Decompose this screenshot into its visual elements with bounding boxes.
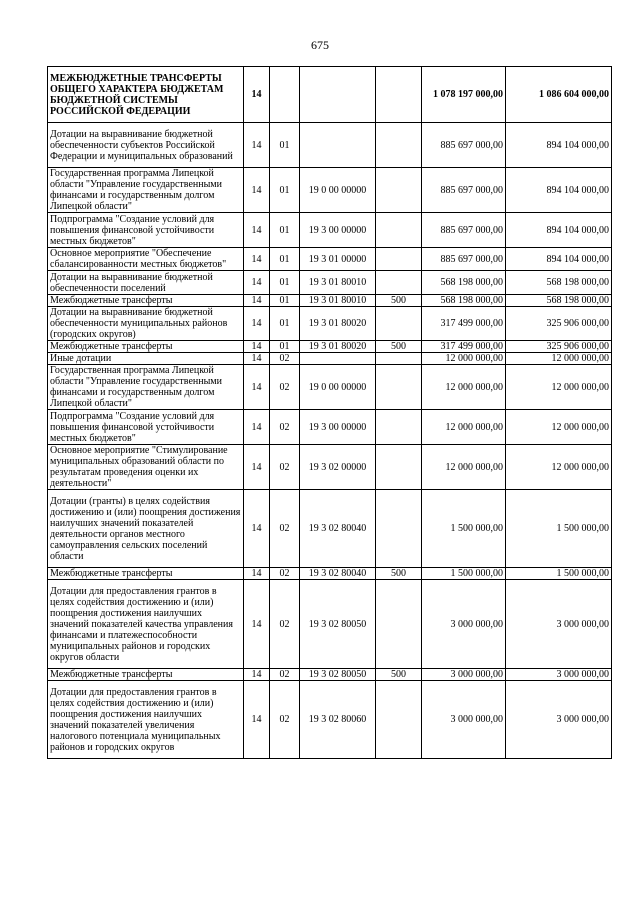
row-name: Межбюджетные трансферты — [48, 669, 244, 681]
row-amount-year1: 12 000 000,00 — [422, 365, 506, 410]
row-target-article: 19 3 01 00000 — [300, 248, 376, 271]
row-amount-year2: 894 104 000,00 — [506, 248, 612, 271]
row-name: Дотации для предоставления грантов в целях содействия достижению и (или) поощрения достижения наилучших значений показателей увеличения налогового потенциала муниципальных районов и городских округов — [48, 681, 244, 759]
row-name: МЕЖБЮДЖЕТНЫЕ ТРАНСФЕРТЫ ОБЩЕГО ХАРАКТЕРА БЮДЖЕТАМ БЮДЖЕТНОЙ СИСТЕМЫ РОССИЙСКОЙ ФЕДЕРАЦИИ — [48, 67, 244, 123]
row-name: Дотации для предоставления грантов в целях содействия достижению и (или) поощрения достижения наилучших значений показателей качества управления финансами и платежеспособности муниципальных районов и городских округов области — [48, 580, 244, 669]
row-expense-type — [376, 67, 422, 123]
row-section: 14 — [244, 248, 270, 271]
row-expense-type — [376, 365, 422, 410]
row-section: 14 — [244, 410, 270, 445]
row-target-article — [300, 353, 376, 365]
table-row — [48, 681, 612, 759]
row-section: 14 — [244, 669, 270, 681]
table-row — [48, 410, 612, 445]
row-name: Межбюджетные трансферты — [48, 295, 244, 307]
row-section: 14 — [244, 341, 270, 353]
row-target-article: 19 3 01 80020 — [300, 341, 376, 353]
row-section: 14 — [244, 168, 270, 213]
row-target-article: 19 3 02 00000 — [300, 445, 376, 490]
row-section: 14 — [244, 271, 270, 295]
row-amount-year1: 12 000 000,00 — [422, 410, 506, 445]
row-name: Подпрограмма "Создание условий для повышения финансовой устойчивости местных бюджетов" — [48, 213, 244, 248]
row-section: 14 — [244, 365, 270, 410]
row-amount-year1: 1 078 197 000,00 — [422, 67, 506, 123]
row-section: 14 — [244, 123, 270, 168]
row-target-article: 19 0 00 00000 — [300, 365, 376, 410]
row-subsection: 02 — [270, 410, 300, 445]
row-section: 14 — [244, 580, 270, 669]
row-subsection: 02 — [270, 445, 300, 490]
table-row — [48, 353, 612, 365]
row-section: 14 — [244, 445, 270, 490]
row-target-article: 19 3 02 80050 — [300, 580, 376, 669]
row-expense-type — [376, 168, 422, 213]
row-amount-year2: 1 500 000,00 — [506, 490, 612, 568]
row-amount-year1: 568 198 000,00 — [422, 295, 506, 307]
row-amount-year2: 325 906 000,00 — [506, 341, 612, 353]
row-amount-year2: 3 000 000,00 — [506, 681, 612, 759]
row-subsection: 01 — [270, 248, 300, 271]
row-expense-type — [376, 248, 422, 271]
row-expense-type: 500 — [376, 568, 422, 580]
row-amount-year2: 12 000 000,00 — [506, 365, 612, 410]
row-expense-type — [376, 271, 422, 295]
row-amount-year1: 3 000 000,00 — [422, 681, 506, 759]
table-row — [48, 341, 612, 353]
row-expense-type — [376, 123, 422, 168]
row-subsection — [270, 67, 300, 123]
row-expense-type — [376, 353, 422, 365]
row-expense-type — [376, 490, 422, 568]
row-amount-year2: 1 086 604 000,00 — [506, 67, 612, 123]
budget-table-body — [48, 67, 612, 759]
row-subsection: 02 — [270, 681, 300, 759]
row-name: Дотации на выравнивание бюджетной обеспеченности муниципальных районов (городских округов) — [48, 307, 244, 341]
row-subsection: 02 — [270, 580, 300, 669]
row-amount-year1: 317 499 000,00 — [422, 341, 506, 353]
table-row — [48, 568, 612, 580]
row-amount-year2: 12 000 000,00 — [506, 445, 612, 490]
page-number: 675 — [311, 38, 329, 52]
row-section: 14 — [244, 307, 270, 341]
row-section: 14 — [244, 295, 270, 307]
row-section: 14 — [244, 568, 270, 580]
row-target-article: 19 3 01 80010 — [300, 271, 376, 295]
table-row — [48, 295, 612, 307]
row-amount-year2: 12 000 000,00 — [506, 353, 612, 365]
table-row — [48, 213, 612, 248]
row-target-article: 19 3 00 00000 — [300, 213, 376, 248]
row-subsection: 01 — [270, 295, 300, 307]
row-expense-type — [376, 307, 422, 341]
row-subsection: 02 — [270, 490, 300, 568]
row-amount-year2: 325 906 000,00 — [506, 307, 612, 341]
row-subsection: 02 — [270, 353, 300, 365]
table-row — [48, 168, 612, 213]
row-subsection: 01 — [270, 271, 300, 295]
row-name: Дотации на выравнивание бюджетной обеспеченности субъектов Российской Федерации и муниципальных образований — [48, 123, 244, 168]
row-name: Дотации (гранты) в целях содействия достижению и (или) поощрения достижения наилучших значений показателей деятельности органов местного самоуправления сельских поселений области — [48, 490, 244, 568]
row-target-article: 19 3 01 80010 — [300, 295, 376, 307]
row-section: 14 — [244, 490, 270, 568]
row-amount-year1: 1 500 000,00 — [422, 568, 506, 580]
row-amount-year1: 1 500 000,00 — [422, 490, 506, 568]
table-row — [48, 669, 612, 681]
row-expense-type — [376, 445, 422, 490]
row-target-article: 19 3 00 00000 — [300, 410, 376, 445]
row-amount-year2: 894 104 000,00 — [506, 213, 612, 248]
row-section: 14 — [244, 213, 270, 248]
row-target-article: 19 3 02 80050 — [300, 669, 376, 681]
row-subsection: 01 — [270, 168, 300, 213]
row-expense-type — [376, 580, 422, 669]
row-name: Иные дотации — [48, 353, 244, 365]
table-row — [48, 580, 612, 669]
row-amount-year1: 3 000 000,00 — [422, 669, 506, 681]
table-row — [48, 67, 612, 123]
row-expense-type: 500 — [376, 295, 422, 307]
budget-table — [47, 66, 612, 759]
row-target-article: 19 3 02 80040 — [300, 490, 376, 568]
row-amount-year1: 3 000 000,00 — [422, 580, 506, 669]
row-amount-year2: 12 000 000,00 — [506, 410, 612, 445]
row-expense-type — [376, 681, 422, 759]
row-subsection: 02 — [270, 669, 300, 681]
table-row — [48, 248, 612, 271]
row-name: Основное мероприятие "Стимулирование муниципальных образований области по результатам проведения оценки их деятельности" — [48, 445, 244, 490]
row-amount-year2: 3 000 000,00 — [506, 580, 612, 669]
row-target-article — [300, 123, 376, 168]
row-subsection: 01 — [270, 213, 300, 248]
row-target-article: 19 3 01 80020 — [300, 307, 376, 341]
row-amount-year2: 1 500 000,00 — [506, 568, 612, 580]
row-amount-year2: 568 198 000,00 — [506, 295, 612, 307]
table-row — [48, 365, 612, 410]
row-amount-year2: 3 000 000,00 — [506, 669, 612, 681]
row-section: 14 — [244, 67, 270, 123]
row-name: Дотации на выравнивание бюджетной обеспеченности поселений — [48, 271, 244, 295]
table-row — [48, 490, 612, 568]
row-target-article: 19 3 02 80040 — [300, 568, 376, 580]
row-name: Межбюджетные трансферты — [48, 341, 244, 353]
table-row — [48, 271, 612, 295]
row-name: Государственная программа Липецкой области "Управление государственными финансами и государственным долгом Липецкой области" — [48, 168, 244, 213]
row-target-article: 19 3 02 80060 — [300, 681, 376, 759]
row-expense-type — [376, 410, 422, 445]
table-row — [48, 445, 612, 490]
row-expense-type — [376, 213, 422, 248]
row-amount-year1: 12 000 000,00 — [422, 445, 506, 490]
row-name: Подпрограмма "Создание условий для повышения финансовой устойчивости местных бюджетов" — [48, 410, 244, 445]
row-subsection: 02 — [270, 365, 300, 410]
row-name: Основное мероприятие "Обеспечение сбалансированности местных бюджетов" — [48, 248, 244, 271]
row-target-article — [300, 67, 376, 123]
row-amount-year2: 894 104 000,00 — [506, 123, 612, 168]
row-expense-type: 500 — [376, 669, 422, 681]
row-name: Государственная программа Липецкой области "Управление государственными финансами и государственным долгом Липецкой области" — [48, 365, 244, 410]
row-amount-year1: 885 697 000,00 — [422, 213, 506, 248]
row-amount-year1: 317 499 000,00 — [422, 307, 506, 341]
row-name: Межбюджетные трансферты — [48, 568, 244, 580]
row-amount-year1: 12 000 000,00 — [422, 353, 506, 365]
row-subsection: 01 — [270, 123, 300, 168]
row-expense-type: 500 — [376, 341, 422, 353]
table-row — [48, 307, 612, 341]
row-subsection: 01 — [270, 341, 300, 353]
row-amount-year1: 885 697 000,00 — [422, 168, 506, 213]
row-amount-year2: 894 104 000,00 — [506, 168, 612, 213]
row-target-article: 19 0 00 00000 — [300, 168, 376, 213]
row-amount-year1: 568 198 000,00 — [422, 271, 506, 295]
row-amount-year2: 568 198 000,00 — [506, 271, 612, 295]
row-section: 14 — [244, 681, 270, 759]
row-amount-year1: 885 697 000,00 — [422, 248, 506, 271]
row-subsection: 02 — [270, 568, 300, 580]
table-row — [48, 123, 612, 168]
row-subsection: 01 — [270, 307, 300, 341]
row-amount-year1: 885 697 000,00 — [422, 123, 506, 168]
row-section: 14 — [244, 353, 270, 365]
